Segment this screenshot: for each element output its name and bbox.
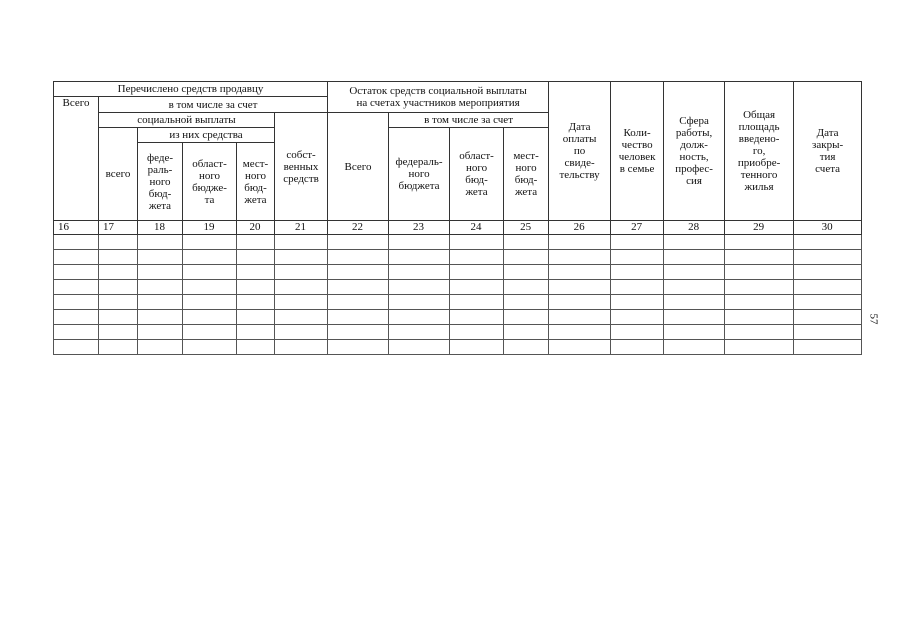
table-row: [54, 250, 862, 265]
column-number: 27: [611, 221, 664, 235]
table-cell: [504, 235, 549, 250]
table-cell: [99, 250, 138, 265]
table-cell: [794, 250, 862, 265]
table-cell: [183, 340, 237, 355]
table-cell: [450, 310, 504, 325]
table-cell: [54, 340, 99, 355]
table-cell: [504, 310, 549, 325]
table-cell: [664, 280, 725, 295]
table-cell: [725, 265, 794, 280]
header-transferred-to-seller: Перечислено средств продавцу: [54, 82, 328, 97]
table-cell: [275, 340, 328, 355]
table-cell: [611, 280, 664, 295]
table-cell: [450, 280, 504, 295]
table-cell: [389, 325, 450, 340]
header-balance-on-accounts: Остаток средств социальной выплаты на счетах участников мероприятия: [328, 82, 549, 113]
table-cell: [664, 310, 725, 325]
column-number: 23: [389, 221, 450, 235]
table-cell: [549, 310, 611, 325]
table-cell: [504, 295, 549, 310]
table-cell: [664, 235, 725, 250]
table-cell: [450, 250, 504, 265]
table-cell: [611, 325, 664, 340]
table-cell: [99, 325, 138, 340]
table-cell: [389, 295, 450, 310]
table-cell: [664, 325, 725, 340]
header-local-budget-col20: мест- ного бюд- жета: [237, 143, 275, 221]
header-family-size: Коли- чество человек в семье: [611, 82, 664, 221]
table-cell: [504, 265, 549, 280]
table-cell: [237, 325, 275, 340]
table-cell: [328, 325, 389, 340]
table-cell: [450, 235, 504, 250]
table-cell: [237, 280, 275, 295]
table-cell: [54, 235, 99, 250]
header-payment-date: Дата оплаты по свиде- тельству: [549, 82, 611, 221]
table-cell: [328, 235, 389, 250]
column-number: 28: [664, 221, 725, 235]
table-cell: [138, 310, 183, 325]
table-cell: [725, 280, 794, 295]
table-cell: [275, 250, 328, 265]
table-cell: [549, 340, 611, 355]
header-closing-date: Дата закры- тия счета: [794, 82, 862, 221]
table-cell: [275, 310, 328, 325]
header-regional-budget-col24: област- ного бюд- жета: [450, 128, 504, 221]
table-row: [54, 340, 862, 355]
column-number: 20: [237, 221, 275, 235]
table-cell: [725, 250, 794, 265]
table-row: [54, 295, 862, 310]
table-cell: [237, 295, 275, 310]
table-cell: [99, 280, 138, 295]
table-cell: [611, 265, 664, 280]
table-cell: [664, 295, 725, 310]
header-of-which-funds: из них средства: [138, 128, 275, 143]
header-federal-budget-col18: феде- раль- ного бюд- жета: [138, 143, 183, 221]
table-cell: [183, 280, 237, 295]
table-cell: [138, 340, 183, 355]
table-cell: [389, 280, 450, 295]
table-cell: [328, 295, 389, 310]
table-cell: [611, 310, 664, 325]
table-cell: [183, 295, 237, 310]
header-total-area: Общая площадь введено- го, приобре- тенного жилья: [725, 82, 794, 221]
table-cell: [504, 340, 549, 355]
header-social-payment: социальной выплаты: [99, 113, 275, 128]
table-cell: [328, 340, 389, 355]
table-cell: [549, 325, 611, 340]
table-cell: [183, 235, 237, 250]
table-cell: [664, 340, 725, 355]
table-cell: [183, 250, 237, 265]
table-row: [54, 310, 862, 325]
table-cell: [275, 295, 328, 310]
table-cell: [794, 265, 862, 280]
table-cell: [549, 265, 611, 280]
table-cell: [275, 235, 328, 250]
column-number: 30: [794, 221, 862, 235]
table-cell: [549, 235, 611, 250]
table-cell: [725, 235, 794, 250]
table-cell: [389, 265, 450, 280]
table-cell: [450, 295, 504, 310]
table-cell: [725, 340, 794, 355]
column-number: 22: [328, 221, 389, 235]
header-local-budget-col25: мест- ного бюд- жета: [504, 128, 549, 221]
column-number: 17: [99, 221, 138, 235]
table-cell: [504, 280, 549, 295]
table-cell: [99, 340, 138, 355]
table-cell: [237, 310, 275, 325]
header-including-by-2: в том числе за счет: [389, 113, 549, 128]
table-row: [54, 280, 862, 295]
column-number: 21: [275, 221, 328, 235]
table-cell: [450, 340, 504, 355]
table-cell: [611, 295, 664, 310]
column-number: 29: [725, 221, 794, 235]
table-cell: [138, 325, 183, 340]
column-number: 19: [183, 221, 237, 235]
table-cell: [275, 265, 328, 280]
table-cell: [237, 340, 275, 355]
table-cell: [549, 250, 611, 265]
table-cell: [275, 325, 328, 340]
table-cell: [611, 235, 664, 250]
table-cell: [504, 325, 549, 340]
table-cell: [54, 280, 99, 295]
header-total-col17: всего: [99, 128, 138, 221]
table-cell: [54, 310, 99, 325]
table-cell: [794, 340, 862, 355]
table-row: [54, 235, 862, 250]
table-cell: [99, 265, 138, 280]
table-cell: [450, 265, 504, 280]
table-cell: [183, 325, 237, 340]
table-cell: [794, 325, 862, 340]
table-cell: [54, 295, 99, 310]
header-including-by: в том числе за счет: [99, 97, 328, 113]
table-cell: [664, 250, 725, 265]
column-number: 18: [138, 221, 183, 235]
table-cell: [794, 235, 862, 250]
page-number: 57: [867, 313, 880, 325]
table-cell: [138, 280, 183, 295]
table-row: [54, 265, 862, 280]
column-number-row: [54, 221, 862, 235]
table-cell: [611, 340, 664, 355]
header-total-col22: Всего: [328, 113, 389, 221]
table-row: [54, 325, 862, 340]
table-cell: [389, 310, 450, 325]
header-regional-budget-col19: област- ного бюдже- та: [183, 143, 237, 221]
table-cell: [54, 250, 99, 265]
table-cell: [549, 280, 611, 295]
table-cell: [504, 250, 549, 265]
table-cell: [794, 310, 862, 325]
table-cell: [237, 235, 275, 250]
table-cell: [237, 250, 275, 265]
table-cell: [549, 295, 611, 310]
table-cell: [328, 265, 389, 280]
table-cell: [389, 340, 450, 355]
table-cell: [183, 265, 237, 280]
column-number: 24: [450, 221, 504, 235]
header-work-sphere: Сфера работы, долж- ность, профес- сия: [664, 82, 725, 221]
table-cell: [328, 310, 389, 325]
table-cell: [99, 235, 138, 250]
table-cell: [99, 295, 138, 310]
table-cell: [54, 325, 99, 340]
header-total-col16: Всего: [54, 97, 99, 221]
table-cell: [611, 250, 664, 265]
table-cell: [54, 265, 99, 280]
table-cell: [237, 265, 275, 280]
table-cell: [138, 250, 183, 265]
table-cell: [183, 310, 237, 325]
table-cell: [328, 280, 389, 295]
table-cell: [99, 310, 138, 325]
column-number: 25: [504, 221, 549, 235]
table-cell: [725, 295, 794, 310]
report-table: [53, 81, 862, 355]
column-number: 16: [54, 221, 99, 235]
data-rows: [54, 235, 862, 355]
table-cell: [138, 265, 183, 280]
table-cell: [138, 235, 183, 250]
header-federal-budget-col23: федераль- ного бюджета: [389, 128, 450, 221]
table-cell: [328, 250, 389, 265]
table-cell: [725, 310, 794, 325]
table-cell: [794, 295, 862, 310]
table-cell: [725, 325, 794, 340]
column-number: 26: [549, 221, 611, 235]
table-cell: [275, 280, 328, 295]
table-cell: [664, 265, 725, 280]
table-cell: [389, 250, 450, 265]
table-cell: [450, 325, 504, 340]
table-cell: [794, 280, 862, 295]
table-cell: [138, 295, 183, 310]
table-cell: [389, 235, 450, 250]
header-own-funds: собст- венных средств: [275, 113, 328, 221]
